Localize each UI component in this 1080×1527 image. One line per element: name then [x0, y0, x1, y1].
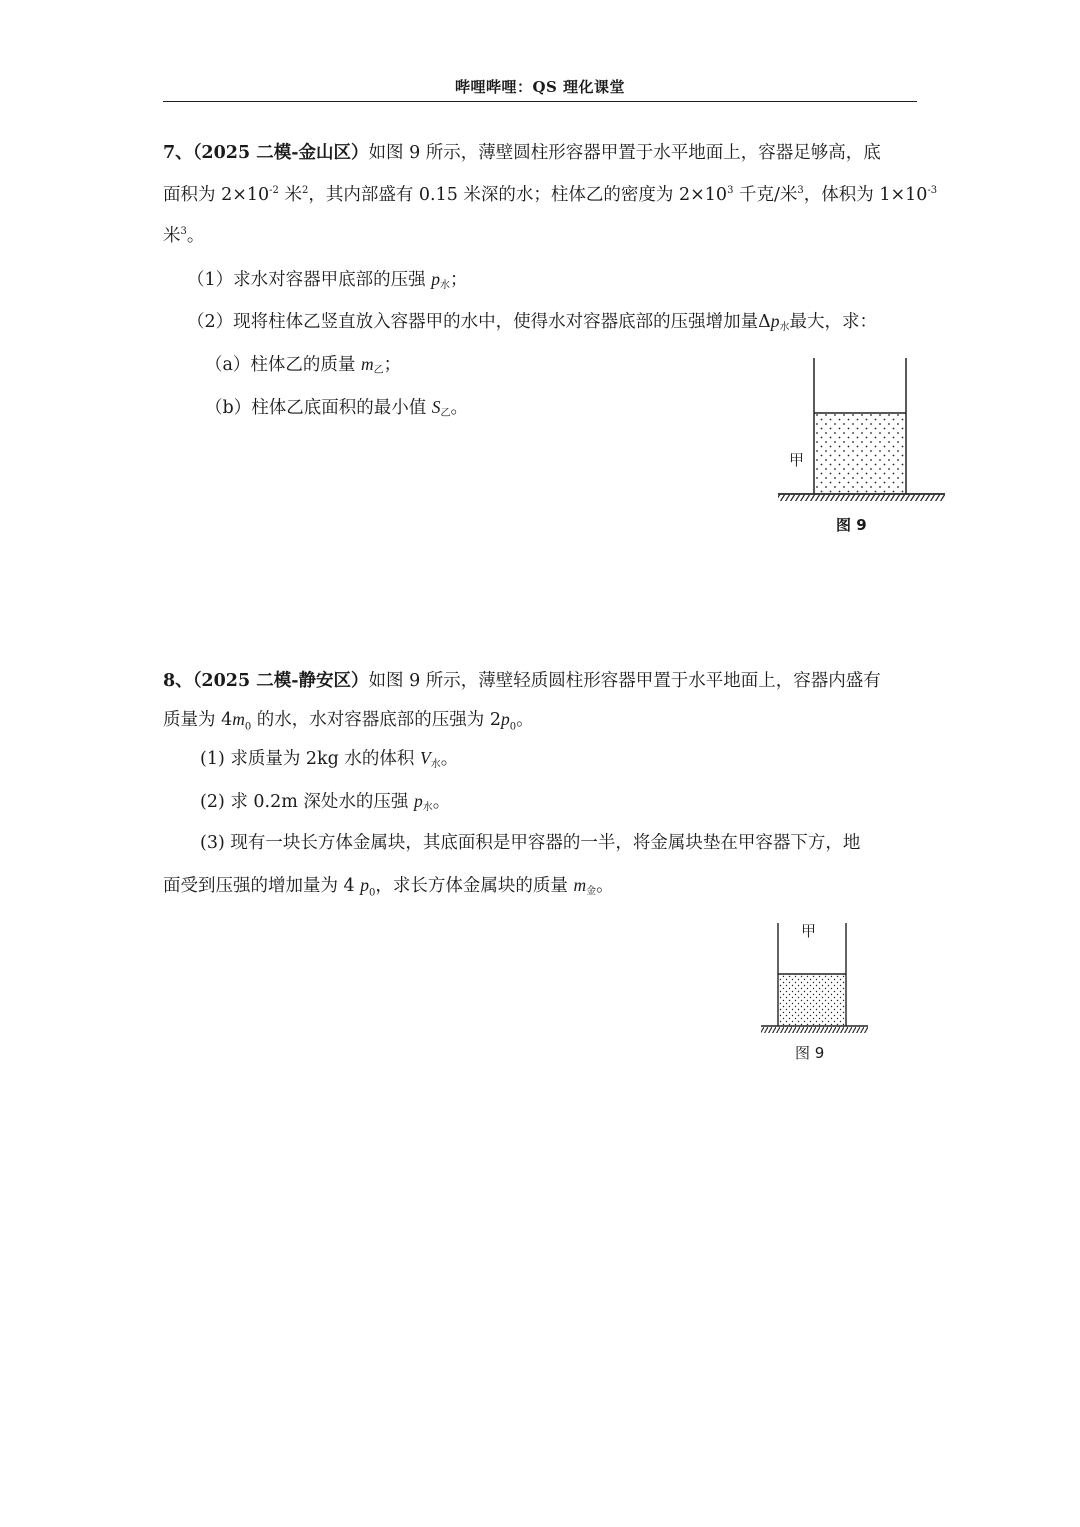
q7-part-1-end: ； [449, 270, 468, 290]
q7-number: 7、 [163, 143, 193, 163]
q7-exp-4: 3 [797, 185, 804, 197]
q7-exp-6: 3 [180, 226, 187, 238]
q7-water [814, 413, 906, 493]
q7-figure [770, 350, 955, 510]
q7-text-3a: 米 [163, 226, 181, 246]
q8-part-1-var: V [419, 748, 431, 768]
q7-part-2a [205, 352, 401, 383]
q7-exp-3: 3 [727, 185, 734, 197]
q7-part-1 [187, 267, 467, 298]
q7-source: （2025 二模-金山区） [192, 143, 369, 163]
q7-part-2b-end: 。 [450, 398, 469, 418]
q8-number: 8、 [163, 671, 193, 691]
q7-part-2b-sub: 乙 [440, 408, 451, 419]
q7-part-2-sub: 水 [779, 322, 790, 333]
q7-part-2-text: （2）现将柱体乙竖直放入容器甲的水中，使得水对容器底部的压强增加量Δ [187, 312, 771, 332]
q7-exp-5: -3 [927, 185, 938, 197]
q8-part-1-sub: 水 [430, 759, 441, 770]
q8-part-1 [200, 746, 458, 777]
q7-vessel-label: 甲 [789, 451, 805, 469]
page-header: 哔哩哔哩：QS 理化课堂 [454, 78, 626, 96]
q8-var-p0: p [500, 709, 510, 729]
q8-line-1 [163, 669, 881, 693]
q8-part-3-text-2b: ，求长方体金属块的质量 [375, 876, 574, 896]
q8-part-3-text-2c: 。 [596, 876, 614, 896]
q8-text-2b: 的水，水对容器底部的压强为 2 [251, 710, 501, 730]
q7-part-2b-var: S [431, 397, 441, 417]
q7-line-2 [163, 183, 937, 207]
q7-part-2a-end: ； [383, 355, 402, 375]
q7-line-3 [163, 224, 204, 248]
q7-part-2a-var: m [361, 354, 374, 374]
q8-var-m0: m [232, 709, 245, 729]
q7-text-1: 如图 9 所示，薄壁圆柱形容器甲置于水平地面上，容器足够高，底 [368, 143, 881, 163]
q8-part-2-sub: 水 [422, 802, 433, 813]
q8-part-3-sub-m: 金 [586, 886, 597, 897]
q8-part-2-text: (2) 求 0.2m 深处水的压强 [200, 792, 414, 812]
q8-part-3-line-2 [163, 873, 614, 904]
q7-text-2c: ，其内部盛有 0.15 米深的水；柱体乙的密度为 2×10 [308, 185, 728, 205]
q7-exp-2: 2 [301, 185, 309, 197]
q8-part-3-text-1: (3) 现有一块长方体金属块，其底面积是甲容器的一半，将金属块垫在甲容器下方，地 [200, 833, 861, 853]
q7-text-2d: 千克/米 [733, 185, 798, 205]
q7-text-2a: 面积为 2×10 [163, 185, 270, 205]
q8-part-3-var-p: p [360, 875, 370, 895]
q7-line-1 [163, 141, 881, 165]
q7-part-2b-text: （b）柱体乙底面积的最小值 [205, 398, 432, 418]
q7-part-1-sub: 水 [439, 280, 450, 291]
q8-ground-hatch [761, 1027, 868, 1033]
q8-part-3-text-2a: 面受到压强的增加量为 4 [163, 876, 361, 896]
q8-part-1-text: (1) 求质量为 2kg 水的体积 [200, 749, 420, 769]
q7-text-3b: 。 [186, 226, 205, 246]
q8-part-3-var-m: m [573, 875, 587, 895]
q8-part-1-end: 。 [440, 749, 459, 769]
q8-line-2 [163, 707, 534, 732]
q8-part-2 [200, 789, 450, 820]
q7-part-2b [205, 395, 468, 426]
q7-ground-hatch [778, 495, 945, 501]
q8-text-1: 如图 9 所示，薄壁轻质圆柱形容器甲置于水平地面上，容器内盛有 [368, 671, 881, 691]
q7-part-1-var: p [431, 269, 440, 289]
header-divider [163, 101, 917, 102]
q8-source: （2025 二模-静安区） [192, 671, 369, 691]
q7-exp-1: -2 [269, 185, 279, 197]
q8-part-2-end: 。 [432, 792, 451, 812]
q8-vessel-label: 甲 [801, 922, 817, 940]
q8-sub-p0: 0 [509, 721, 517, 733]
q7-part-2 [187, 309, 877, 340]
q7-part-2-var: p [770, 311, 780, 331]
q7-part-2a-sub: 乙 [373, 365, 384, 376]
q7-part-2a-text: （a）柱体乙的质量 [205, 355, 361, 375]
q8-water [778, 974, 846, 1025]
q8-part-3-sub-p: 0 [369, 887, 376, 899]
q8-text-2a: 质量为 4 [163, 710, 233, 730]
q8-part-2-var: p [413, 791, 423, 811]
q7-text-2b: 米 [278, 185, 302, 205]
q7-part-1-text: （1）求水对容器甲底部的压强 [187, 270, 432, 290]
q8-figure-caption: 图 9 [795, 1044, 825, 1062]
q7-part-2-end: 最大，求： [789, 312, 878, 332]
q8-part-3-line-1 [200, 831, 860, 855]
q8-text-2c: 。 [516, 710, 534, 730]
q7-text-2e: ，体积为 1×10 [803, 185, 928, 205]
q7-figure-caption: 图 9 [836, 516, 867, 534]
q8-sub-m0: 0 [244, 721, 252, 733]
